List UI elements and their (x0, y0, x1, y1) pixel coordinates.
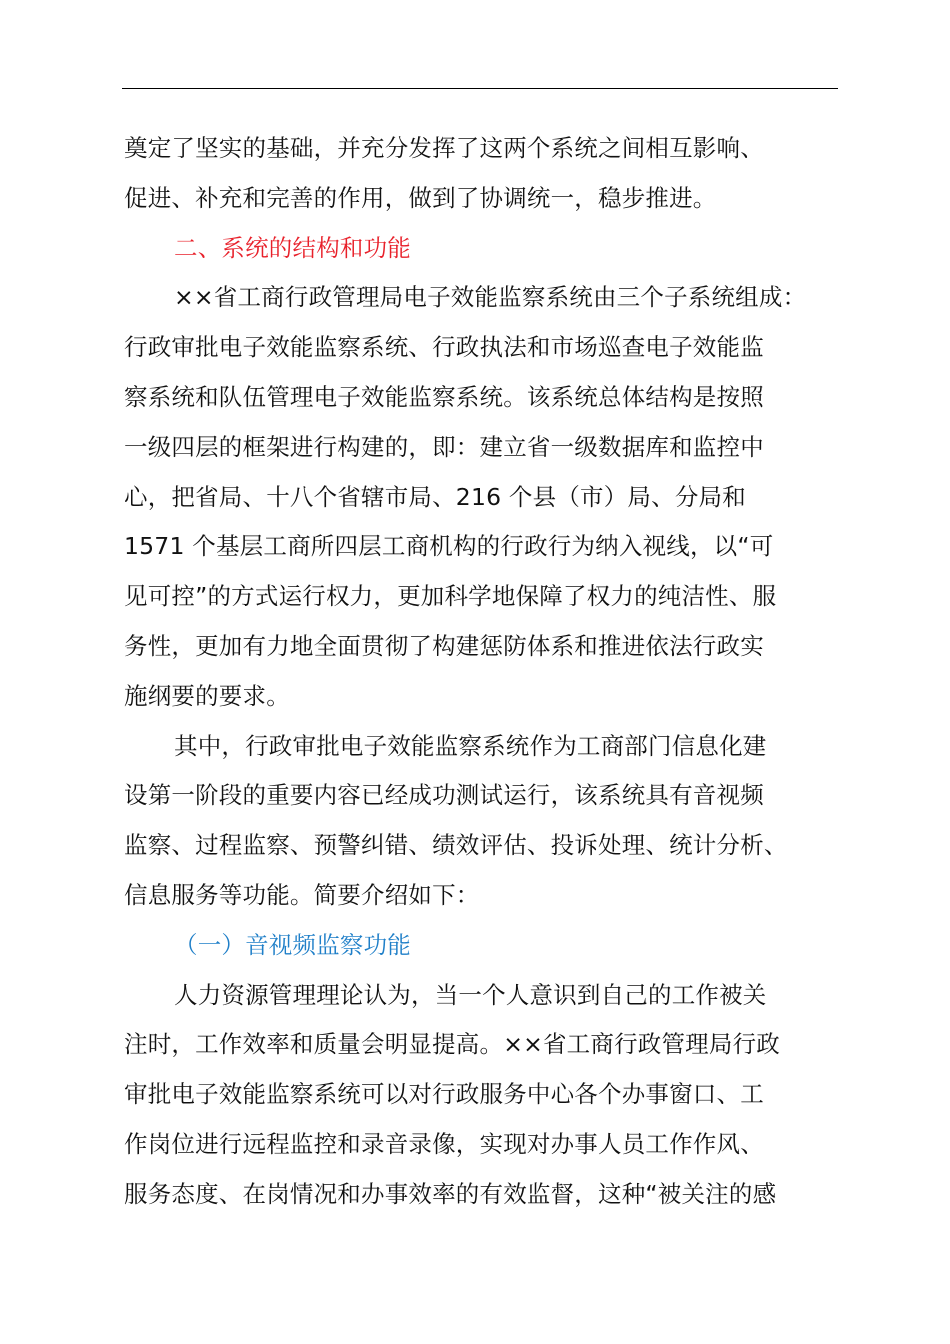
document-body (124, 124, 836, 1220)
text-line: 奠定了坚实的基础，并充分发挥了这两个系统之间相互影响、 (124, 134, 764, 162)
text-line: 审批电子效能监察系统可以对行政服务中心各个办事窗口、工 (124, 1080, 764, 1109)
header-rule (122, 88, 838, 89)
text-line: 监察、过程监察、预警纠错、绩效评估、投诉处理、统计分析、 (124, 831, 788, 860)
text-line: 服务态度、在岗情况和办事效率的有效监督，这种“被关注的感 (124, 1179, 777, 1208)
section-heading: 二、系统的结构和功能 (174, 233, 411, 262)
text-line: 设第一阶段的重要内容已经成功测试运行，该系统具有音视频 (124, 781, 764, 810)
text-line: 其中，行政审批电子效能监察系统作为工商部门信息化建 (174, 731, 767, 760)
text-line: 务性，更加有力地全面贯彻了构建惩防体系和推进依法行政实 (124, 631, 764, 660)
text-line: 作岗位进行远程监控和录音录像，实现对办事人员工作作风、 (124, 1129, 764, 1158)
text-line: 1571 个基层工商所四层工商机构的行政行为纳入视线，以“可 (124, 532, 774, 561)
text-line: 心，把省局、十八个省辖市局、216 个县（市）局、分局和 (124, 482, 746, 511)
text-line: 人力资源管理理论认为，当一个人意识到自己的工作被关 (174, 980, 767, 1009)
text-line: 注时，工作效率和质量会明显提高。××省工商行政管理局行政 (124, 1030, 780, 1059)
text-line: 察系统和队伍管理电子效能监察系统。该系统总体结构是按照 (124, 382, 764, 411)
text-line: 促进、补充和完善的作用，做到了协调统一，稳步推进。 (124, 183, 717, 212)
text-line: 信息服务等功能。简要介绍如下： (124, 880, 480, 909)
text-line: 一级四层的框架进行构建的，即：建立省一级数据库和监控中 (124, 432, 764, 461)
text-line: 施纲要的要求。 (124, 681, 290, 710)
text-line: ××省工商行政管理局电子效能监察系统由三个子系统组成： (174, 283, 807, 312)
text-line: 行政审批电子效能监察系统、行政执法和市场巡查电子效能监 (124, 333, 764, 362)
subsection-heading: （一）音视频监察功能 (174, 930, 411, 959)
text-line: 见可控”的方式运行权力，更加科学地保障了权力的纯洁性、服 (124, 582, 777, 611)
